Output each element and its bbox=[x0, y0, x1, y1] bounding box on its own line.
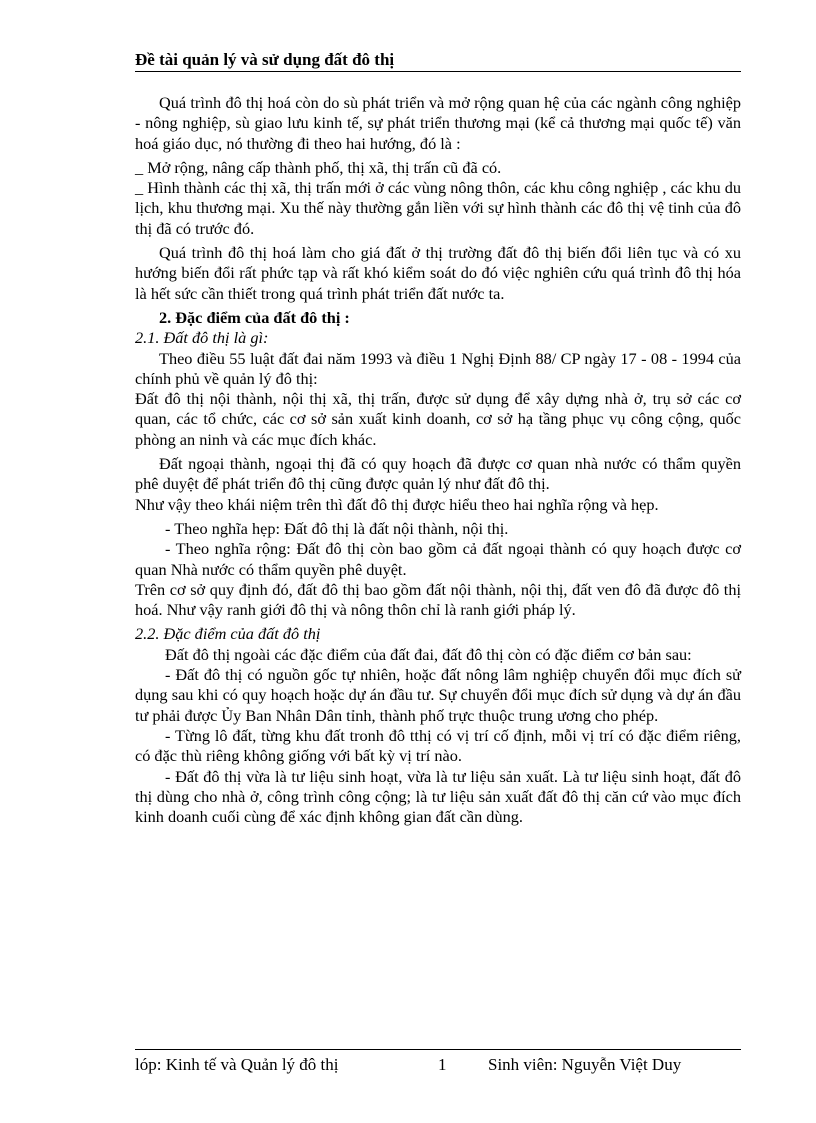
footer-student-label: Sinh viên: Nguyễn Việt Duy bbox=[488, 1055, 682, 1074]
paragraph: - Đất đô thị có nguồn gốc tự nhiên, hoặc đất nông lâm nghiệp chuyển đổi mục đích sử dụng sau khi có quy hoạch hoặc dự án đầu tư. Sự chuyển đổi mục đích sử dụng và dự án đầu tư phải được Ủy Ban Nhân Dân tỉnh, thành phố trực thuộc trung ương cho phép. bbox=[135, 665, 741, 725]
paragraph: _ Mở rộng, nâng cấp thành phố, thị xã, thị trấn cũ đã có. bbox=[135, 157, 502, 177]
paragraph: Trên cơ sở quy định đó, đất đô thị bao gồm đất nội thành, nội thị, đất ven đô đã được đô thị hoá. Như vậy ranh giới đô thị và nông thôn chỉ là ranh giới pháp lý. bbox=[135, 579, 741, 620]
paragraph: - Đất đô thị vừa là tư liệu sinh hoạt, vừa là tư liệu sản xuất. Là tư liệu sinh hoạt, đất đô thị dùng cho nhà ở, công trình công cộng; là tư liệu sản xuất đất đô thị căn cứ vào mục đích kinh doanh cuối cùng để xác định không gian đất cần dùng. bbox=[135, 766, 741, 827]
footer-class-label: lóp: Kinh tế và Quản lý đô thị bbox=[135, 1055, 339, 1074]
paragraph: Quá trình đô thị hoá làm cho giá đất ở thị trường đất đô thị biến đổi liên tục và có xu hướng biến đổi rất phức tạp và rất khó kiểm soát do đó việc nghiên cứu quá trình đô thị hóa là hết sức cần thiết trong quá trình phát triển đất nước ta. bbox=[135, 243, 741, 303]
paragraph: - Từng lô đất, từng khu đất tronh đô tthị có vị trí cố định, mỗi vị trí có đặc điểm riêng, có đặc thù riêng không giống với bất kỳ vị trí nào. bbox=[135, 725, 741, 766]
footer-divider bbox=[135, 1049, 741, 1050]
subsection-heading: 2.2. Đặc điểm của đất đô thị bbox=[135, 624, 321, 644]
subsection-heading: 2.1. Đất đô thị là gì: bbox=[135, 328, 269, 348]
paragraph: - Theo nghĩa rộng: Đất đô thị còn bao gồm cả đất ngoại thành có quy hoạch được cơ quan Nhà nước có thẩm quyền phê duyệt. bbox=[135, 539, 741, 579]
section-heading: 2. Đặc điểm của đất đô thị : bbox=[159, 307, 350, 327]
paragraph: Như vậy theo khái niệm trên thì đất đô thị được hiểu theo hai nghĩa rộng và hẹp. bbox=[135, 494, 659, 514]
document-body bbox=[135, 93, 741, 827]
paragraph: Đất đô thị ngoài các đặc điểm của đất đai, đất đô thị còn có đặc điểm cơ bản sau: bbox=[165, 644, 692, 664]
header-title: Đề tài quản lý và sử dụng đất đô thị bbox=[135, 50, 395, 69]
paragraph: - Theo nghĩa hẹp: Đất đô thị là đất nội thành, nội thị. bbox=[165, 518, 509, 538]
paragraph: Đất ngoại thành, ngoại thị đã có quy hoạch đã được cơ quan nhà nước có thẩm quyền phê duyệt để phát triển đô thị cũng được quản lý như đất đô thị. bbox=[135, 454, 741, 494]
document-header bbox=[135, 50, 741, 72]
paragraph: Theo điều 55 luật đất đai năm 1993 và điều 1 Nghị Định 88/ CP ngày 17 - 08 - 1994 của chính phủ về quản lý đô thị: bbox=[135, 348, 741, 388]
paragraph: Đất đô thị nội thành, nội thị xã, thị trấn, được sử dụng để xây dựng nhà ở, trụ sở các cơ quan, các tổ chức, các cơ sở sản xuất kinh doanh, cơ sở hạ tầng phục vụ công cộng, quốc phòng an ninh và các mục đích khác. bbox=[135, 389, 741, 449]
page-number: 1 bbox=[438, 1055, 447, 1074]
paragraph: Quá trình đô thị hoá còn do sù phát triển và mở rộng quan hệ của các ngành công nghiệp - nông nghiệp, sù giao lưu kinh tế, sự phát triển thương mại (kể cả thương mại quốc tế) văn hoá giáo dục, nó thường đi theo hai hướng, đó là : bbox=[135, 93, 741, 153]
paragraph: _ Hình thành các thị xã, thị trấn mới ở các vùng nông thôn, các khu công nghiệp , các khu du lịch, khu thương mại. Xu thế này thường gắn liền với sự hình thành các đô thị vệ tinh của đô thị đã có trước đó. bbox=[135, 178, 741, 238]
